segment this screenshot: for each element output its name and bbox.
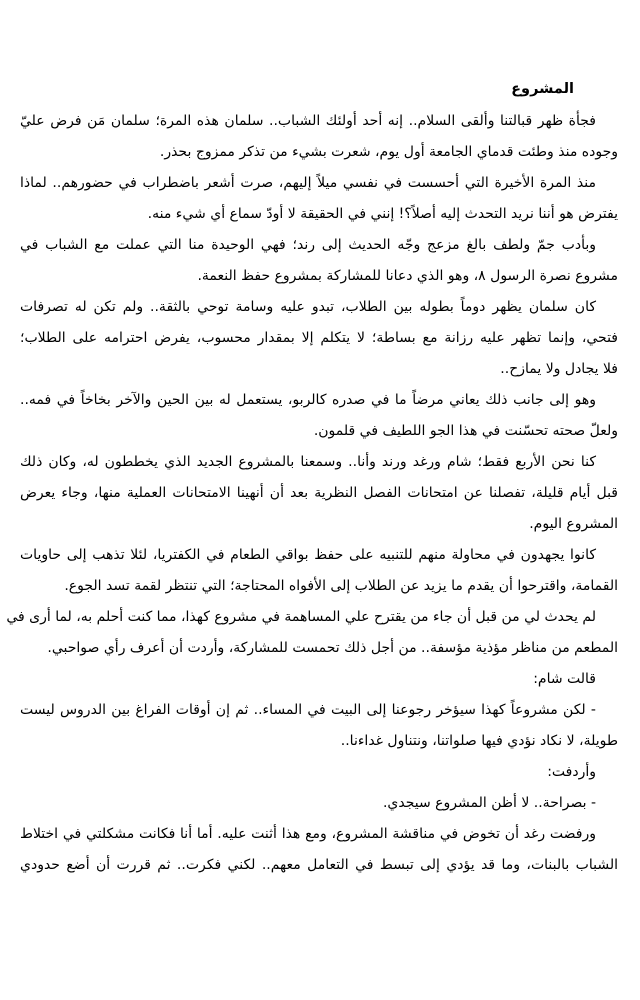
text-line: وجوده منذ وطئت قدماي الجامعة أول يوم، شعرت بشيء من تذكر ممزوج بحذر. bbox=[159, 144, 618, 160]
paragraph bbox=[20, 106, 618, 168]
text-line: طويلة، لا نكاد نؤدي فيها صلواتنا، ونتناول غداءنا.. bbox=[340, 733, 618, 749]
text-line: المشروع اليوم. bbox=[529, 516, 618, 532]
text-line: كانوا يجهدون في محاولة منهم للتنبيه على حفظ بواقي الطعام في الكفتريا، لئلا تذهب إلى حاويات bbox=[20, 547, 596, 563]
text-line: يفترض هو أننا نريد التحدث إليه أصلاً؟! إنني في الحقيقة لا أودّ سماع أي شيء منه. bbox=[147, 206, 618, 222]
text-line: وهو إلى جانب ذلك يعاني مرضاً ما في صدره كالربو، يستعمل له بين الحين والآخر بخاخاً في فمه.. bbox=[20, 392, 596, 408]
text-line: وأردفت: bbox=[547, 764, 596, 780]
paragraph bbox=[20, 757, 618, 788]
document-body bbox=[6, 106, 618, 881]
paragraph bbox=[20, 447, 618, 540]
text-line: القمامة، واقترحوا أن يقدم ما يزيد عن الطلاب إلى الأفواه المحتاجة؛ التي تنتظر لقمة تسد الجوع. bbox=[64, 578, 618, 594]
paragraph bbox=[20, 540, 618, 602]
text-line: كان سلمان يظهر دوماً بطوله بين الطلاب، تبدو عليه وسامة توحي بالثقة.. ولم تكن له تصرفات bbox=[20, 299, 596, 315]
text-line: فتحي، وإنما تظهر عليه رزانة مع بساطة؛ لا يتكلم إلا بمقدار محسوب، يفرض احترامه على الطلاب؛ bbox=[20, 330, 618, 346]
paragraph bbox=[20, 292, 618, 385]
paragraph bbox=[20, 230, 618, 292]
text-line: لم يحدث لي من قبل أن جاء من يقترح علي المساهمة في مشروع كهذا، مما كنت أحلم به، لما أرى في bbox=[6, 609, 596, 625]
text-line: المطعم من مناظر مؤذية مؤسفة.. من أجل ذلك تحمست للمشاركة، وأردت أن أعرف رأي صواحبي. bbox=[47, 640, 618, 656]
text-line: قبل أيام قليلة، تفصلنا عن امتحانات الفصل النظرية بعد أن أنهينا الامتحانات العملية منها، وجاء يعرض bbox=[20, 485, 618, 501]
paragraph bbox=[20, 168, 618, 230]
chapter-title: المشروع bbox=[511, 81, 574, 97]
text-line: - بصراحة.. لا أظن المشروع سيجدي. bbox=[382, 795, 596, 811]
paragraph bbox=[20, 788, 618, 819]
text-line: ولعلّ صحته تحسّنت في هذا الجو اللطيف في قلمون. bbox=[313, 423, 618, 439]
paragraph bbox=[20, 385, 618, 447]
text-line: فجأة ظهر قبالتنا وألقى السلام.. إنه أحد أولئك الشباب.. سلمان هذه المرة؛ سلمان مَن فرض عليّ bbox=[20, 113, 596, 129]
text-line: فلا يجادل ولا يمازح.. bbox=[500, 361, 618, 377]
text-line: الشباب بالبنات، وما قد يؤدي إلى تبسط في التعامل معهم.. لكني فكرت.. ثم قررت أن أضع حدودي bbox=[20, 857, 618, 873]
text-line: - لكن مشروعاً كهذا سيؤخر رجوعنا إلى البيت في المساء.. ثم إن أوقات الفراغ بين الدروس ليست bbox=[20, 702, 596, 718]
text-line: كنا نحن الأربع فقط؛ شام ورغد ورند وأنا.. وسمعنا بالمشروع الجديد الذي يخططون له، وكان ذلك bbox=[20, 454, 596, 470]
text-line: قالت شام: bbox=[533, 671, 596, 687]
text-line: منذ المرة الأخيرة التي أحسست في نفسي ميلاً إليهم، صرت أشعر باضطراب في حضورهم.. لماذا bbox=[20, 175, 596, 191]
text-line: وبأدب جمّ ولطف بالغ مزعج وجّه الحديث إلى رند؛ فهي الوحيدة منا التي عملت مع الشباب في bbox=[20, 237, 596, 253]
paragraph bbox=[20, 695, 618, 757]
text-line: مشروع نصرة الرسول ٨، وهو الذي دعانا للمشاركة بمشروع حفظ النعمة. bbox=[197, 268, 618, 284]
paragraph bbox=[20, 819, 618, 881]
text-line: ورفضت رغد أن تخوض في مناقشة المشروع، ومع هذا أثنت عليه. أما أنا فكانت مشكلتي في اختلاط bbox=[20, 826, 596, 842]
paragraph bbox=[20, 664, 618, 695]
paragraph bbox=[6, 602, 618, 664]
